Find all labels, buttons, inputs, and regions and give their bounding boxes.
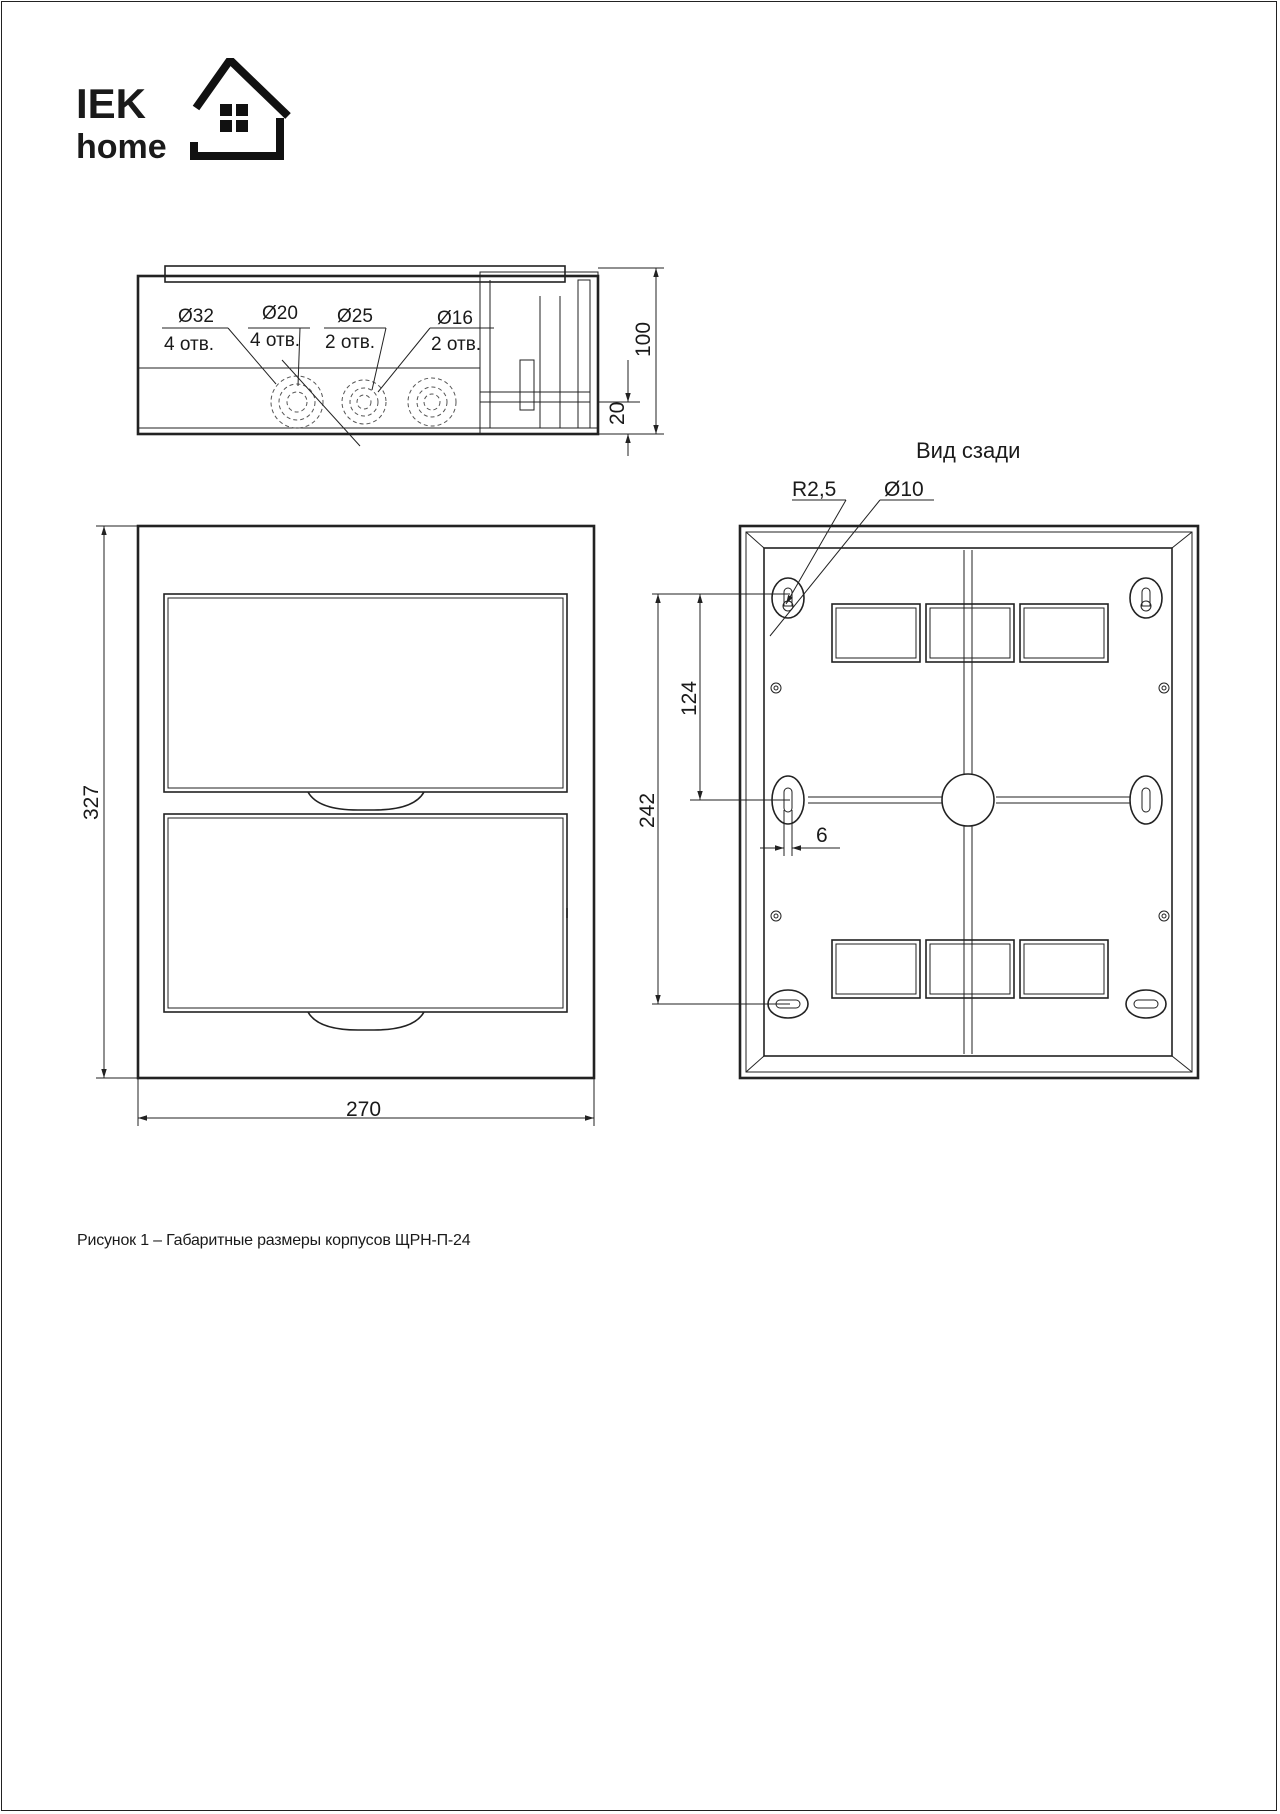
rear-window	[1020, 604, 1108, 662]
dim-width: 270	[346, 1098, 382, 1121]
figure-caption: Рисунок 1 – Габаритные размеры корпусов ЩРН-П-24	[77, 1232, 471, 1249]
screw-hole	[1159, 683, 1169, 693]
dim-slot: 6	[816, 824, 828, 847]
screw-hole	[771, 911, 781, 921]
rear-window	[832, 940, 920, 998]
hole-d25-diameter: Ø25	[337, 306, 373, 327]
keyhole-mount	[772, 578, 804, 618]
dim-upper: 124	[678, 680, 701, 716]
hole-d20-count: 4 отв.	[250, 330, 301, 351]
rear-window	[926, 940, 1014, 998]
front-view	[80, 526, 594, 1126]
hole-d32-count: 4 отв.	[164, 334, 215, 355]
logo-brand: IEK	[76, 80, 147, 127]
hole-d32-diameter: Ø32	[178, 306, 214, 327]
radius-label: R2,5	[792, 478, 837, 501]
hole-d16-count: 2 отв.	[431, 334, 482, 355]
knockout-d16	[408, 378, 456, 426]
dim-rail: 20	[606, 401, 629, 425]
rear-window	[832, 604, 920, 662]
dim-span: 242	[636, 792, 659, 828]
hole-label: Ø10	[884, 478, 924, 501]
keyhole-mount	[1130, 578, 1162, 618]
dim-depth: 100	[632, 321, 655, 357]
logo-product: home	[76, 128, 167, 166]
hole-d16-diameter: Ø16	[437, 308, 473, 329]
rear-view-title: Вид сзади	[916, 438, 1021, 463]
screw-hole	[1159, 911, 1169, 921]
knockout-d32	[271, 376, 323, 428]
dim-height: 327	[80, 784, 103, 820]
hole-d20-diameter: Ø20	[262, 303, 298, 324]
rear-view	[636, 438, 1198, 1078]
knockout-d25	[342, 380, 386, 424]
side-view	[138, 266, 664, 456]
slot-mount	[1126, 990, 1166, 1018]
rear-window	[1020, 940, 1108, 998]
rear-window	[926, 604, 1014, 662]
slot-mount	[1130, 776, 1162, 824]
hole-d25-count: 2 отв.	[325, 332, 376, 353]
screw-hole	[771, 683, 781, 693]
